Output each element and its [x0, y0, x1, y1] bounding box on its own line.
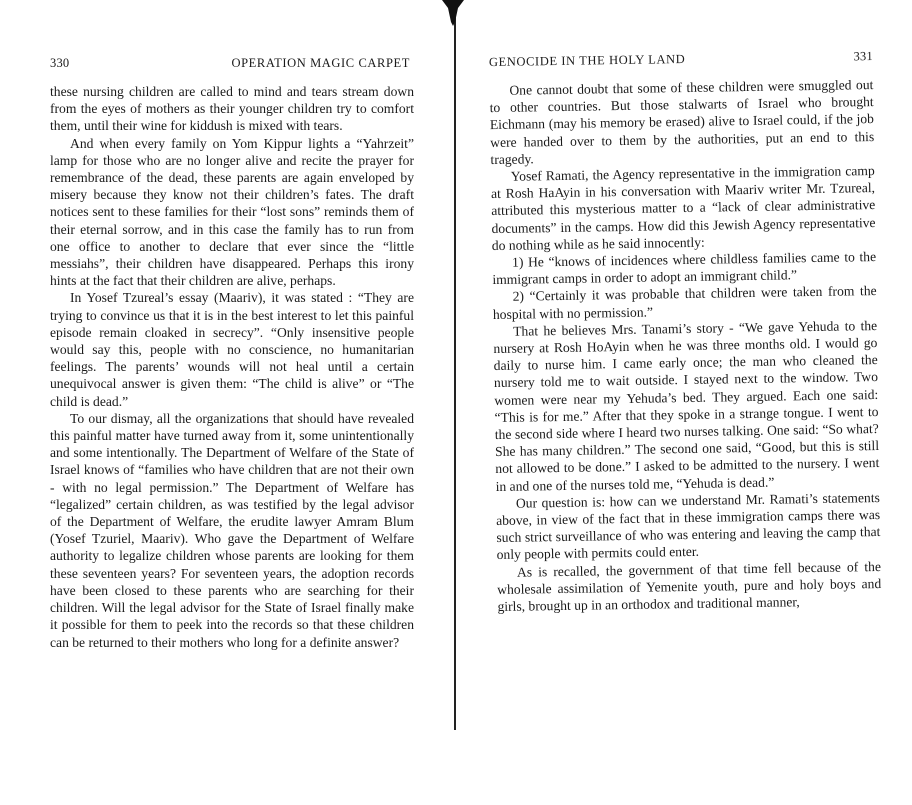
paragraph: 1) He “knows of incidences where childless families came to the immigrant camps in order to adopt an immigrant child.” [492, 249, 877, 288]
paragraph: And when every family on Yom Kippur lights a “Yahrzeit” lamp for those who are no longer alive and recite the prayer for remembrance of the dead, these parents are again enveloped by misery because they know not their children’s fates. The draft notices sent to these families for their “lost sons” reminds them of their eternal sorrow, and in this case the family has to run from one office to another to declare that ever since the “little messiahs”, their children have disappeared. Perhaps this irony hints at the fact that their children are alive, perhaps. [50, 135, 414, 289]
paragraph: To our dismay, all the organizations that should have revealed this painful matter have turned away from it, some unintentionally and some intentionally. The Department of Welfare of the State of Israel knows of “families who have children that are not their own - with no legal permission.” The Department of Welfare has “legalized” certain children, as was testified by the legal advisor of the Department of Welfare, the erudite lawyer Amram Blum (Yosef Tzuriel, Maariv). Who gave the Department of Welfare authority to legalize children whose parents are looking for them these seventeen years? For seventeen years, the adoption records have been closed to these parents who are searching for their children. Will the legal advisor for the State of Israel finally make it possible for them to peek into the records so that these children can be returned to their mothers who long for a definite answer? [50, 410, 414, 650]
book-spine [454, 8, 456, 730]
left-page-number: 330 [50, 56, 70, 70]
right-page [456, 0, 912, 805]
paragraph: As is recalled, the government of that time fell because of the wholesale assimilation of Yemenite youth, pure and holy boys and girls, brought up in an orthodox and traditional manner, [497, 558, 882, 615]
paragraph: Our question is: how can we understand Mr. Ramati’s statements above, in view of the fact that in these immigration camps there was such strict surveillance of who was entering and leaving the camp that only people with permits could enter. [496, 489, 881, 563]
left-running-head: OPERATION MAGIC CARPET [231, 56, 410, 70]
right-page-body [489, 76, 881, 615]
paragraph: 2) “Certainly it was probable that children were taken from the hospital with no permission.” [492, 283, 877, 322]
left-page-body [50, 83, 414, 651]
left-page-header [50, 56, 414, 71]
paragraph: these nursing children are called to mind and tears stream down from the eyes of mothers as their younger children try to comfort them, until their wine for kiddush is mixed with tears. [50, 84, 414, 134]
right-running-head: GENOCIDE IN THE HOLY LAND [488, 51, 686, 70]
right-page-number: 331 [853, 49, 874, 64]
left-page [0, 0, 452, 802]
paragraph: Yosef Ramati, the Agency representative in the immigration camp at Rosh HaAyin in his conversation with Maariv writer Mr. Tzureal, attributed this mysterious matter to a “lack of clear administrative documents” in the camps. How did this Jewish Agency representative do nothing while as he said innocently: [490, 163, 876, 253]
right-page-header [489, 49, 873, 70]
paragraph: In Yosef Tzureal’s essay (Maariv), it was stated : “They are trying to convince us that it is in the best interest to let this painful episode remain cloaked in secrecy”. “Only insensitive people would say this, people with no conscience, no humanitarian feelings. The parents’ wounds will not heal until a certain unequivocal answer is given them: “The child is alive” or “The child is dead.” [50, 290, 414, 409]
paragraph: One cannot doubt that some of these children were smuggled out to other countries. But those stalwarts of Israel who brought Eichmann (may his memory be erased) alive to Israel could, if the job were handed over to them by the authorities, put an end to this tragedy. [489, 77, 875, 167]
paragraph: That he believes Mrs. Tanami’s story - “We gave Yehuda to the nursery at Rosh HoAyin when he was three months old. I would go daily to nurse him. I came early once; the man who cleaned the nursery told me to wait outside. I stayed next to the window. Two women were near my Yehuda’s bed. They argued. Each one said: “This is for me.” After that they spoke in a strange tongue. I went to the second side where I heard two nurses talking. One said: “So what? She has many children.” The second one said, “Good, but this is still not allowed to be done.” I asked to be admitted to the nursery. I went in and one of the nurses told me, “Yehuda is dead.” [493, 317, 880, 494]
